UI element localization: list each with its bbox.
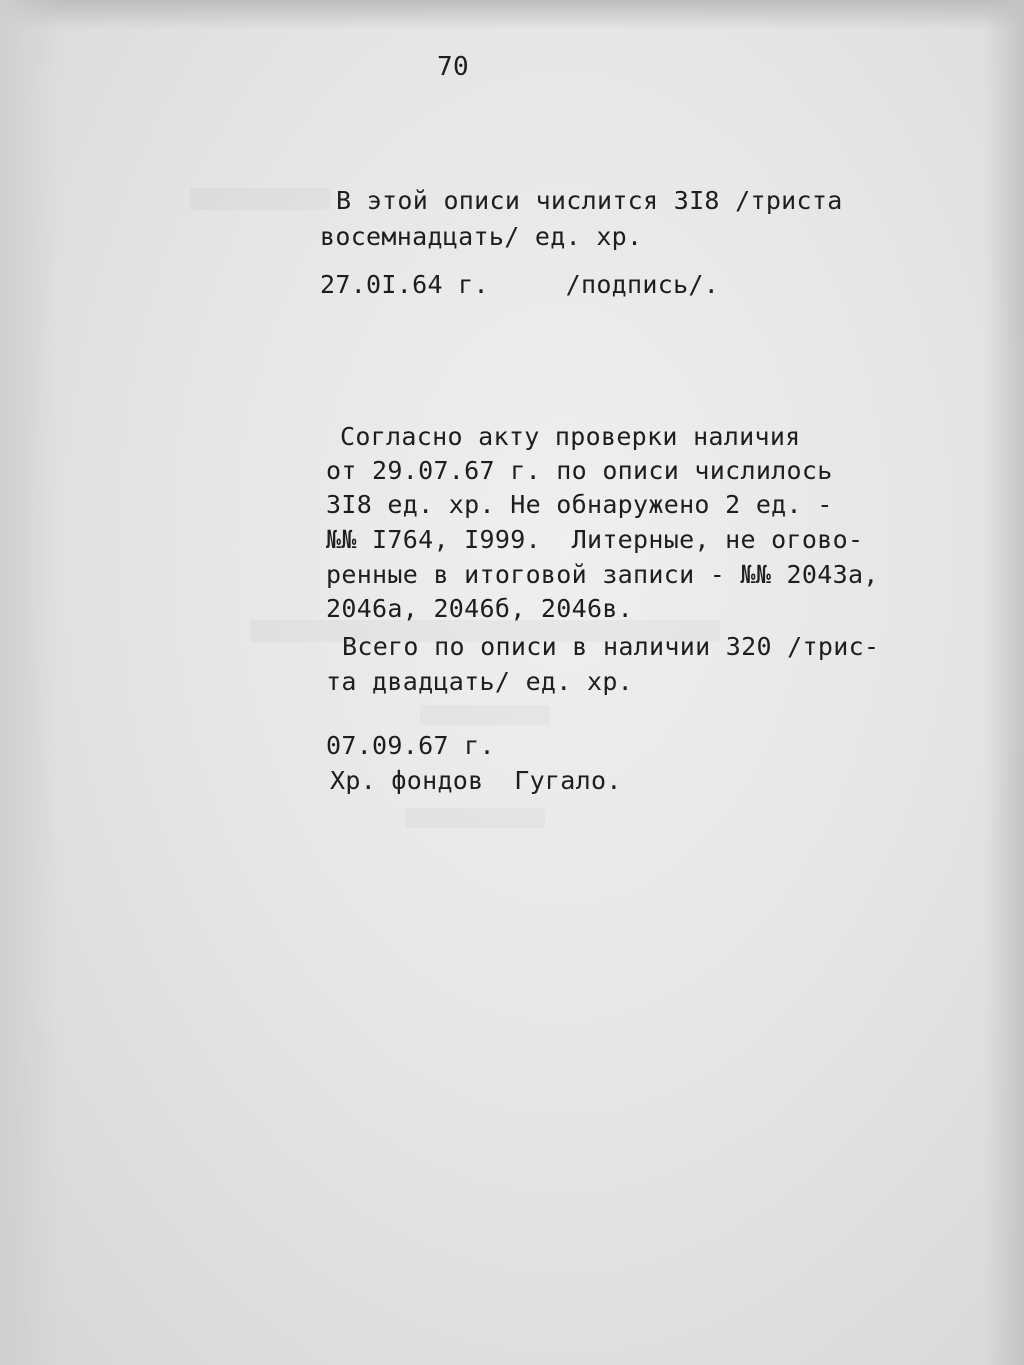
record-1-date-signature: 27.0I.64 г. /подпись/. xyxy=(320,270,720,299)
record-2-signature: Хр. фондов Гугало. xyxy=(330,766,622,795)
bleed-through-mark xyxy=(420,705,550,725)
record-2-line: №№ I764, I999. Литерные, не огово- xyxy=(326,525,864,554)
record-2-line: та двадцать/ ед. хр. xyxy=(326,667,634,696)
page-edge-shadow-top xyxy=(0,0,1024,30)
record-2-date: 07.09.67 г. xyxy=(326,731,495,760)
record-1-line-1: В этой описи числится 3I8 /триста xyxy=(336,186,843,215)
record-2-line: ренные в итоговой записи - №№ 2043а, xyxy=(326,560,879,589)
record-2-line: от 29.07.67 г. по описи числилось xyxy=(326,456,833,485)
page-edge-shadow-right xyxy=(984,0,1024,1365)
bleed-through-mark xyxy=(190,188,330,210)
bleed-through-mark xyxy=(405,808,545,828)
page-number: 70 xyxy=(437,52,469,82)
record-2-line: 3I8 ед. хр. Не обнаружено 2 ед. - xyxy=(326,490,833,519)
record-2-line: Согласно акту проверки наличия xyxy=(340,422,801,451)
record-1-line-2: восемнадцать/ ед. хр. xyxy=(320,222,643,251)
record-2-line: 2046а, 2046б, 2046в. xyxy=(326,594,634,623)
page-edge-shadow-left xyxy=(0,0,60,1365)
record-2-line: Всего по описи в наличии 320 /трис- xyxy=(342,632,880,661)
